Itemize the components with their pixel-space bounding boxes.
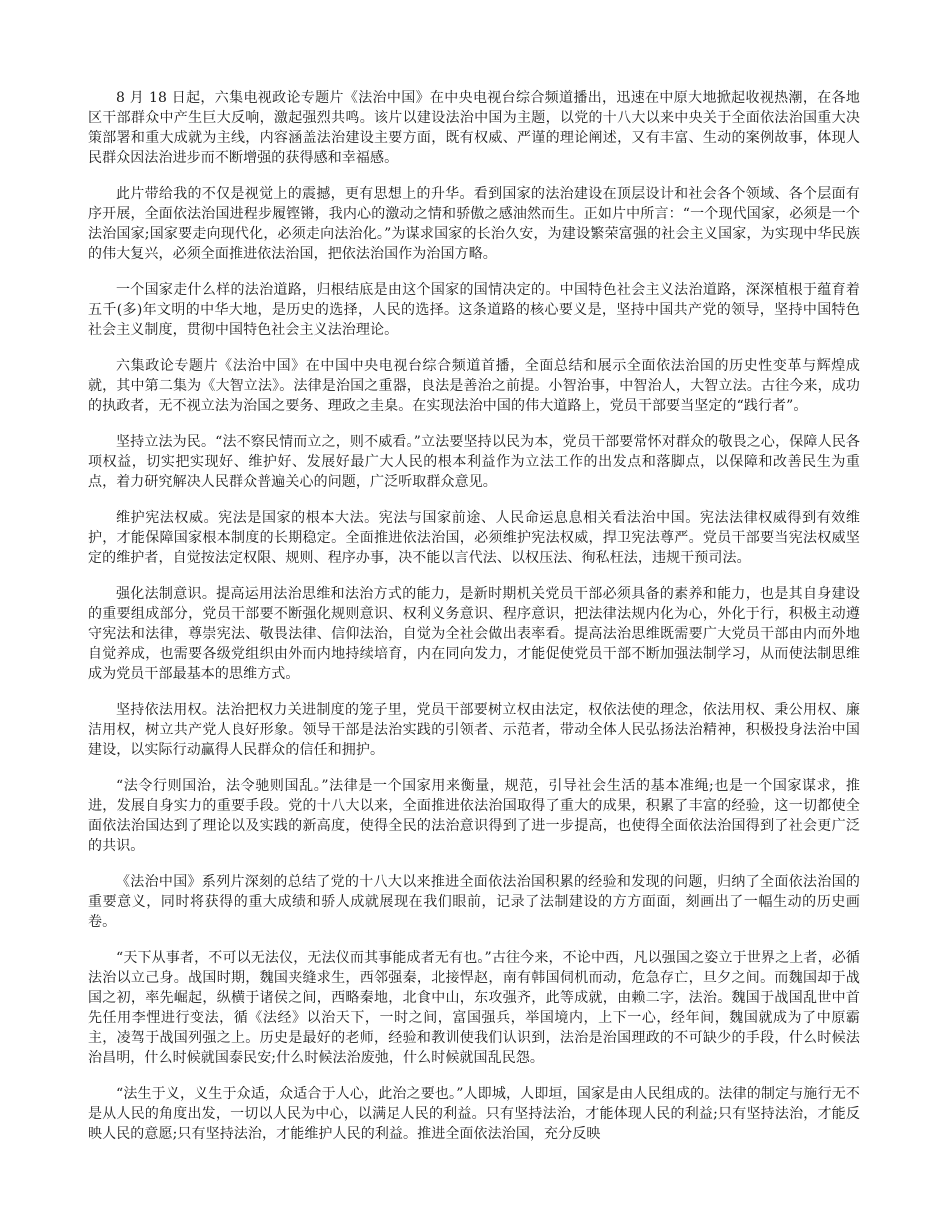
paragraph-6: 维护宪法权威。宪法是国家的根本大法。宪法与国家前途、人民命运息息相关看法治中国。宪法法律权威得到有效维护，才能保障国家根本制度的长期稳定。全面推进依法治国，必须维护宪法权威，捍卫宪法尊严。党员干部要当宪法权威坚定的维护者，自觉按法定权限、规则、程序办事，决不能以言代法、以权压法、徇私枉法，违规干预司法。 — [88, 510, 860, 566]
paragraph-11: “天下从事者，不可以无法仪，无法仪而其事能成者无有也。”古往今来，不论中西，凡以强国之姿立于世界之上者，必循法治以立己身。战国时期，魏国夹缝求生，西邻强秦，北接悍赵，南有韩国伺机而动，危急存亡，旦夕之间。而魏国却于战国之初，率先崛起，纵横于诸侯之间，西略秦地，北食中山，东攻强齐，此等成就，由赖二字，法治。魏国于战国乱世中首先任用李悝进行变法，循《法经》以治天下，一时之间，富国强兵，举国境内，上下一心，经年间，魏国就成为了中原霸主，凌驾于战国列强之上。历史是最好的老师，经验和教训使我们认识到，法治是治国理政的不可缺少的手段，什么时候法治昌明，什么时候就国泰民安;什么时候法治废弛，什么时候就国乱民怨。 — [88, 950, 860, 1066]
paragraph-4: 六集政论专题片《法治中国》在中国中央电视台综合频道首播，全面总结和展示全面依法治国的历史性变革与辉煌成就，其中第二集为《大智立法》。法律是治国之重器，良法是善治之前提。小智治事，中智治人，大智立法。古往今来，成功的执政者，无不视立法为治国之要务、理政之圭臬。在实现法治中国的伟大道路上，党员干部要当坚定的“践行者”。 — [88, 358, 860, 414]
paragraph-5: 坚持立法为民。“法不察民情而立之，则不威看。”立法要坚持以民为本，党员干部要常怀对群众的敬畏之心，保障人民各项权益，切实把实现好、维护好、发展好最广大人民的根本利益作为立法工作的出发点和落脚点，以保障和改善民生为重点，着力研究解决人民群众普遍关心的问题，广泛听取群众意见。 — [88, 434, 860, 490]
paragraph-1: 8 月 18 日起，六集电视政论专题片《法治中国》在中央电视台综合频道播出，迅速在中原大地掀起收视热潮，在各地区干部群众中产生巨大反响，激起强烈共鸣。该片以建设法治中国为主题，以党的十八大以来中央关于全面依法治国重大决策部署和重大成就为主线，内容涵盖法治建设主要方面，既有权威、严谨的理论阐述，又有丰富、生动的案例故事，体现人民群众因法治进步而不断增强的获得感和幸福感。 — [88, 90, 860, 166]
paragraph-7: 强化法制意识。提高运用法治思维和法治方式的能力，是新时期机关党员干部必须具备的素养和能力，也是其自身建设的重要组成部分，党员干部要不断强化规则意识、权利义务意识、程序意识，把法律法规内化为心，外化于行，积极主动遵守宪法和法律，尊崇宪法、敬畏法律、信仰法治，自觉为全社会做出表率看。提高法治思维既需要广大党员干部由内而外地自觉养成，也需要各级党组织由外而内地持续培育，内在同向发力，才能促使党员干部不断加强法制学习，从而使法制思维成为党员干部最基本的思维方式。 — [88, 586, 860, 682]
document-body — [88, 88, 860, 1160]
paragraph-9: “法令行则国治，法令驰则国乱。”法律是一个国家用来衡量，规范，引导社会生活的基本准绳;也是一个国家谋求，推进，发展自身实力的重要手段。党的十八大以来，全面推进依法治国取得了重大的成果，积累了丰富的经验，这一切都使全面依法治国达到了理论以及实践的新高度，使得全民的法治意识得到了进一步提高，也使得全面依法治国得到了社会更广泛的共识。 — [88, 778, 860, 854]
paragraph-12: “法生于义，义生于众适，众适合于人心，此治之要也。”人即城，人即垣，国家是由人民组成的。法律的制定与施行无不是从人民的角度出发，一切以人民为中心，以满足人民的利益。只有坚持法治，才能体现人民的利益;只有坚持法治，才能反映人民的意愿;只有坚持法治，才能维护人民的利益。推进全面依法治国，充分反映 — [88, 1086, 860, 1142]
paragraph-2: 此片带给我的不仅是视觉上的震撼，更有思想上的升华。看到国家的法治建设在顶层设计和社会各个领域、各个层面有序开展，全面依法治国进程步履铿锵，我内心的激动之情和骄傲之感油然而生。正如片中所言：“一个现代国家，必须是一个法治国家;国家要走向现代化，必须走向法治化。”为谋求国家的长治久安，为建设繁荣富强的社会主义国家，为实现中华民族的伟大复兴，必须全面推进依法治国，把依法治国作为治国方略。 — [88, 186, 860, 262]
paragraph-3: 一个国家走什么样的法治道路，归根结底是由这个国家的国情决定的。中国特色社会主义法治道路，深深植根于蕴育着五千(多)年文明的中华大地，是历史的选择，人民的选择。这条道路的核心要义是，坚持中国共产党的领导，坚持中国特色社会主义制度，贯彻中国特色社会主义法治理论。 — [88, 282, 860, 338]
paragraph-8: 坚持依法用权。法治把权力关进制度的笼子里，党员干部要树立权由法定，权依法使的理念，依法用权、秉公用权、廉洁用权，树立共产党人良好形象。领导干部是法治实践的引领者、示范者，带动全体人民弘扬法治精神，积极投身法治中国建设，以实际行动赢得人民群众的信任和拥护。 — [88, 702, 860, 758]
paragraph-10: 《法治中国》系列片深刻的总结了党的十八大以来推进全面依法治国积累的经验和发现的问题，归纳了全面依法治国的重要意义，同时将获得的重大成绩和骄人成就展现在我们眼前，记录了法制建设的方方面面，刻画出了一幅生动的历史画卷。 — [88, 874, 860, 930]
